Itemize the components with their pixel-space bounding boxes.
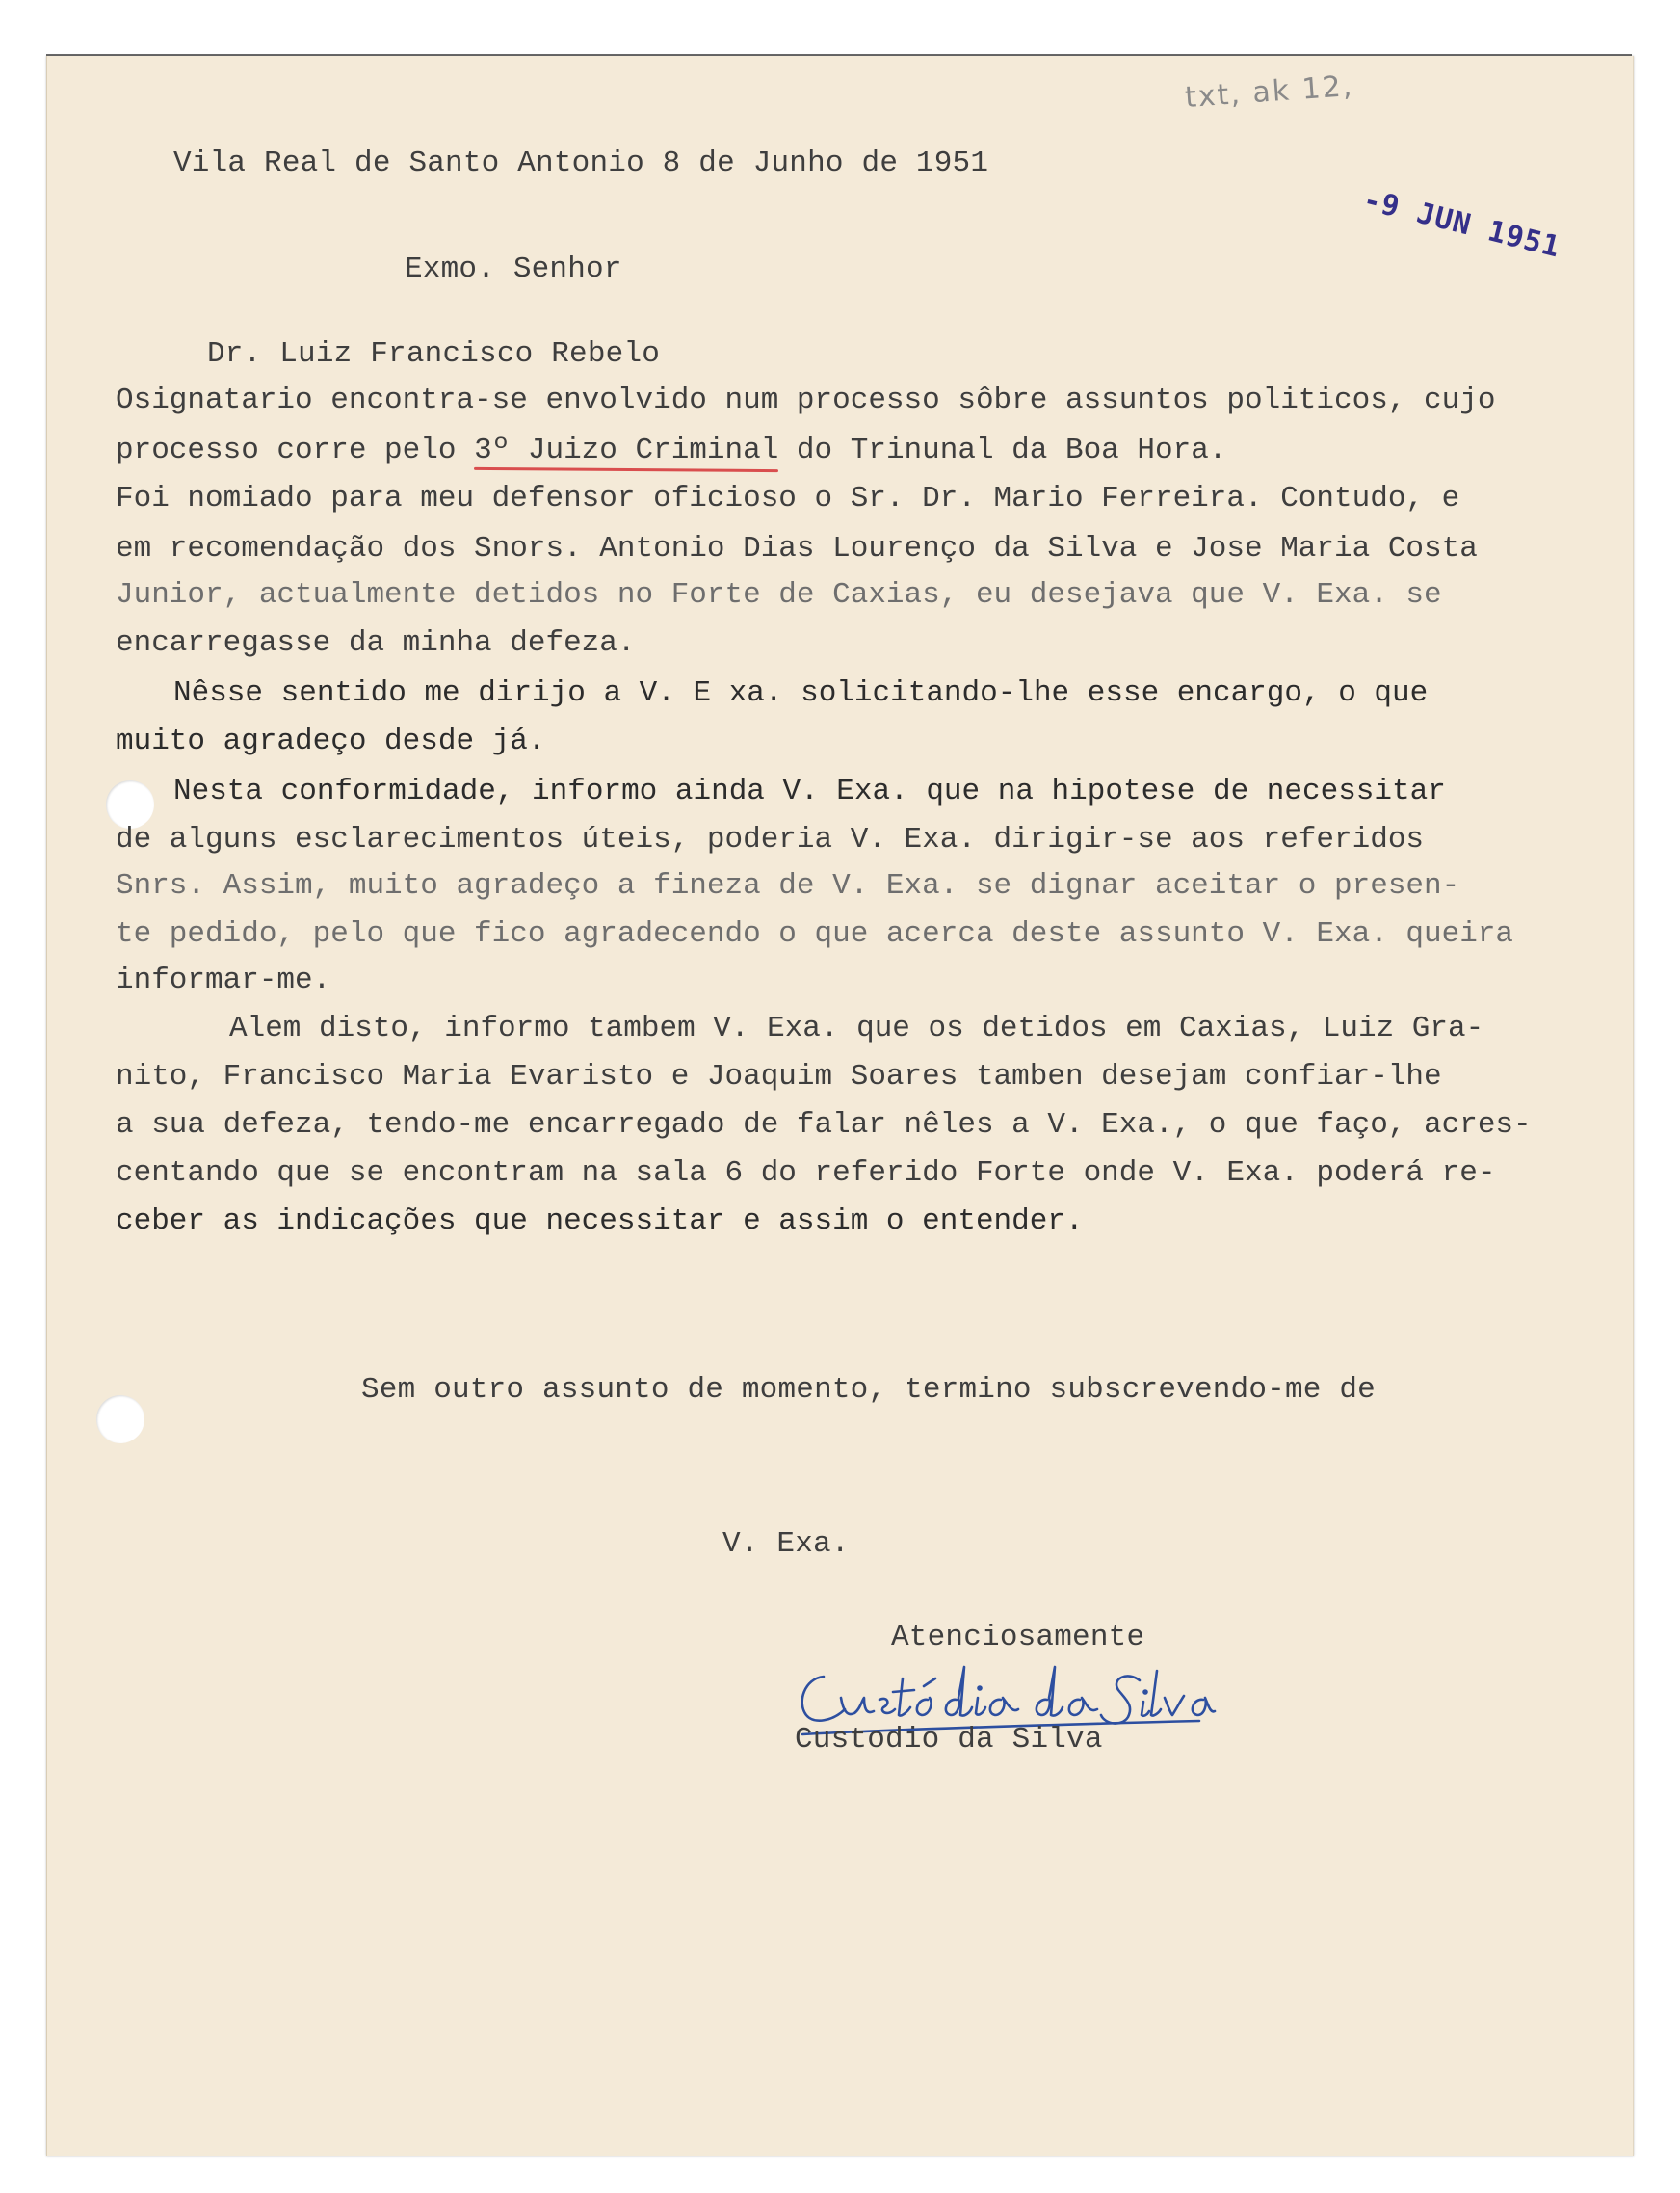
signatory-name: Custodio da Silva [795,1723,1103,1757]
body-line: a sua defeza, tendo-me encarregado de falar nêles a V. Exa., o que faço, acres- [116,1108,1532,1142]
regards: Atenciosamente [891,1621,1145,1654]
court-name-underlined: 3º Juizo Criminal [474,434,779,467]
place-and-date: Vila Real de Santo Antonio 8 de Junho de 1951 [173,146,989,180]
body-line: Alem disto, informo tambem V. Exa. que os detidos em Caxias, Luiz Gra- [229,1012,1484,1045]
body-line: Snrs. Assim, muito agradeço a fineza de V. Exa. se dignar aceitar o presen- [116,869,1460,903]
addressee-name: Dr. Luiz Francisco Rebelo [207,337,661,371]
closing-line: Sem outro assunto de momento, termino subscrevendo-me de [361,1373,1376,1407]
body-line: muito agradeço desde já. [116,725,546,758]
body-line-text: processo corre pelo [116,434,475,467]
body-line: Nesta conformidade, informo ainda V. Exa. que na hipotese de necessitar [173,775,1446,808]
received-date-stamp: -9 JUN 1951 [1359,183,1564,265]
handwritten-reference-note: txt, ak 12, [1183,68,1355,116]
body-line: em recomendação dos Snors. Antonio Dias Lourenço da Silva e Jose Maria Costa [116,532,1478,566]
body-line: centando que se encontram na sala 6 do referido Forte onde V. Exa. poderá re- [116,1156,1496,1190]
body-line: encarregasse da minha defeza. [116,626,636,660]
body-line: Nêsse sentido me dirijo a V. E xa. solicitando-lhe esse encargo, o que [173,676,1429,710]
body-line: Osignatario encontra-se envolvido num processo sôbre assuntos politicos, cujo [116,383,1496,417]
salutation: Exmo. Senhor [405,252,622,286]
body-line: de alguns esclarecimentos úteis, poderia V. Exa. dirigir-se aos referidos [116,823,1425,857]
body-line: te pedido, pelo que fico agradecendo o que acerca deste assunto V. Exa. queira [116,917,1514,951]
punch-hole-top [106,780,154,829]
letter-page [46,56,1634,2156]
body-line: ceber as indicações que necessitar e assim o entender. [116,1204,1084,1238]
body-line: informar-me. [116,964,331,997]
v-exa: V. Exa. [722,1527,850,1561]
body-line: nito, Francisco Maria Evaristo e Joaquim Soares tamben desejam confiar-lhe [116,1060,1442,1094]
body-line-text: do Trinunal da Boa Hora. [778,434,1227,467]
body-line: Junior, actualmente detidos no Forte de Caxias, eu desejava que V. Exa. se [116,578,1442,612]
body-line: Foi nomiado para meu defensor oficioso o Sr. Dr. Mario Ferreira. Contudo, e [116,482,1460,515]
punch-hole-bottom [96,1395,144,1443]
body-line [116,434,1226,467]
